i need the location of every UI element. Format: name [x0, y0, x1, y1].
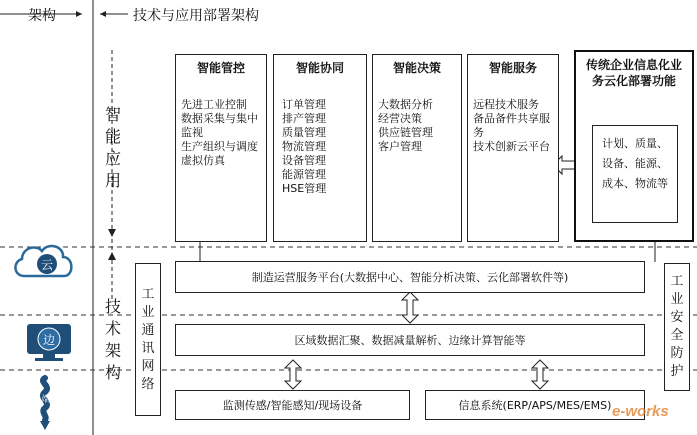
- app-box-smart-collab: [273, 54, 367, 242]
- end-layer-label: 端: [41, 395, 51, 405]
- app-item: 先进工业控制: [181, 98, 247, 111]
- app-box-smart-control: [175, 54, 267, 242]
- sensing-box: 监测传感/智能感知/现场设备: [175, 390, 410, 420]
- app-box-smart-service: [467, 54, 559, 242]
- app-item: 供应链管理: [378, 126, 433, 139]
- app-box-smart-decision: [372, 54, 462, 242]
- app-item: HSE管理: [282, 182, 327, 195]
- cloud-layer-label: 云: [40, 258, 53, 272]
- double-arrow-platform-edge: [402, 292, 418, 323]
- edge-computing-box: 区域数据汇聚、数据减量解析、边缘计算智能等: [175, 324, 645, 356]
- app-title: 智能协同: [295, 61, 344, 75]
- app-item: 虚拟仿真: [181, 154, 225, 167]
- app-item: 备品备件共享服务: [473, 112, 550, 139]
- app-item: 设备管理: [282, 154, 326, 167]
- header-left-label: 架构: [28, 8, 56, 24]
- app-title: 智能管控: [196, 61, 245, 75]
- traditional-inner-box: [592, 125, 678, 223]
- smart-app-label: 智能应用: [104, 105, 121, 190]
- app-item: 技术创新云平台: [473, 140, 550, 153]
- side-arrow-down: [108, 229, 116, 237]
- tech-arch-label: 技术架构: [104, 297, 121, 382]
- app-item: 大数据分析: [378, 98, 433, 111]
- info-systems-box: 信息系统(ERP/APS/MES/EMS): [425, 390, 645, 420]
- app-item: 经营决策: [378, 112, 422, 125]
- traditional-item: 成本、物流等: [602, 177, 668, 190]
- edge-layer-label: 边: [42, 333, 55, 347]
- app-item: 排产管理: [282, 112, 326, 125]
- traditional-item: 计划、质量、: [602, 137, 668, 150]
- app-item: 客户管理: [378, 140, 422, 153]
- app-title: 智能决策: [392, 61, 441, 75]
- app-item: 数据采集与集中: [181, 112, 258, 125]
- app-title: 智能服务: [488, 61, 537, 75]
- traditional-item: 设备、能源、: [602, 157, 668, 170]
- traditional-title: 传统企业信息化业务云化部署功能: [585, 58, 682, 88]
- traditional-box: [574, 50, 694, 242]
- right-header-arrowhead: [100, 11, 106, 17]
- app-item: 能源管理: [282, 168, 326, 181]
- platform-box: 制造运营服务平台(大数据中心、智能分析决策、云化部署软件等): [175, 261, 645, 293]
- industrial-security-box: [664, 263, 690, 391]
- double-arrow-edge-info: [532, 360, 548, 389]
- app-item: 物流管理: [282, 140, 326, 153]
- side-arrow-up: [108, 252, 116, 260]
- app-item: 质量管理: [282, 126, 326, 139]
- industrial-network-label: 工业通讯网络: [141, 286, 155, 392]
- double-arrow-edge-sensing: [285, 360, 301, 389]
- app-item: 监视: [181, 126, 203, 139]
- watermark-logo: e-works: [612, 403, 669, 420]
- header-right-label: 技术与应用部署架构: [133, 8, 259, 24]
- left-header-arrowhead: [76, 11, 82, 17]
- industrial-network-box: [135, 263, 161, 416]
- app-item: 远程技术服务: [473, 98, 539, 111]
- app-item: 生产组织与调度: [181, 140, 258, 153]
- industrial-security-label: 工业安全防护: [670, 274, 684, 379]
- app-item: 订单管理: [282, 98, 326, 111]
